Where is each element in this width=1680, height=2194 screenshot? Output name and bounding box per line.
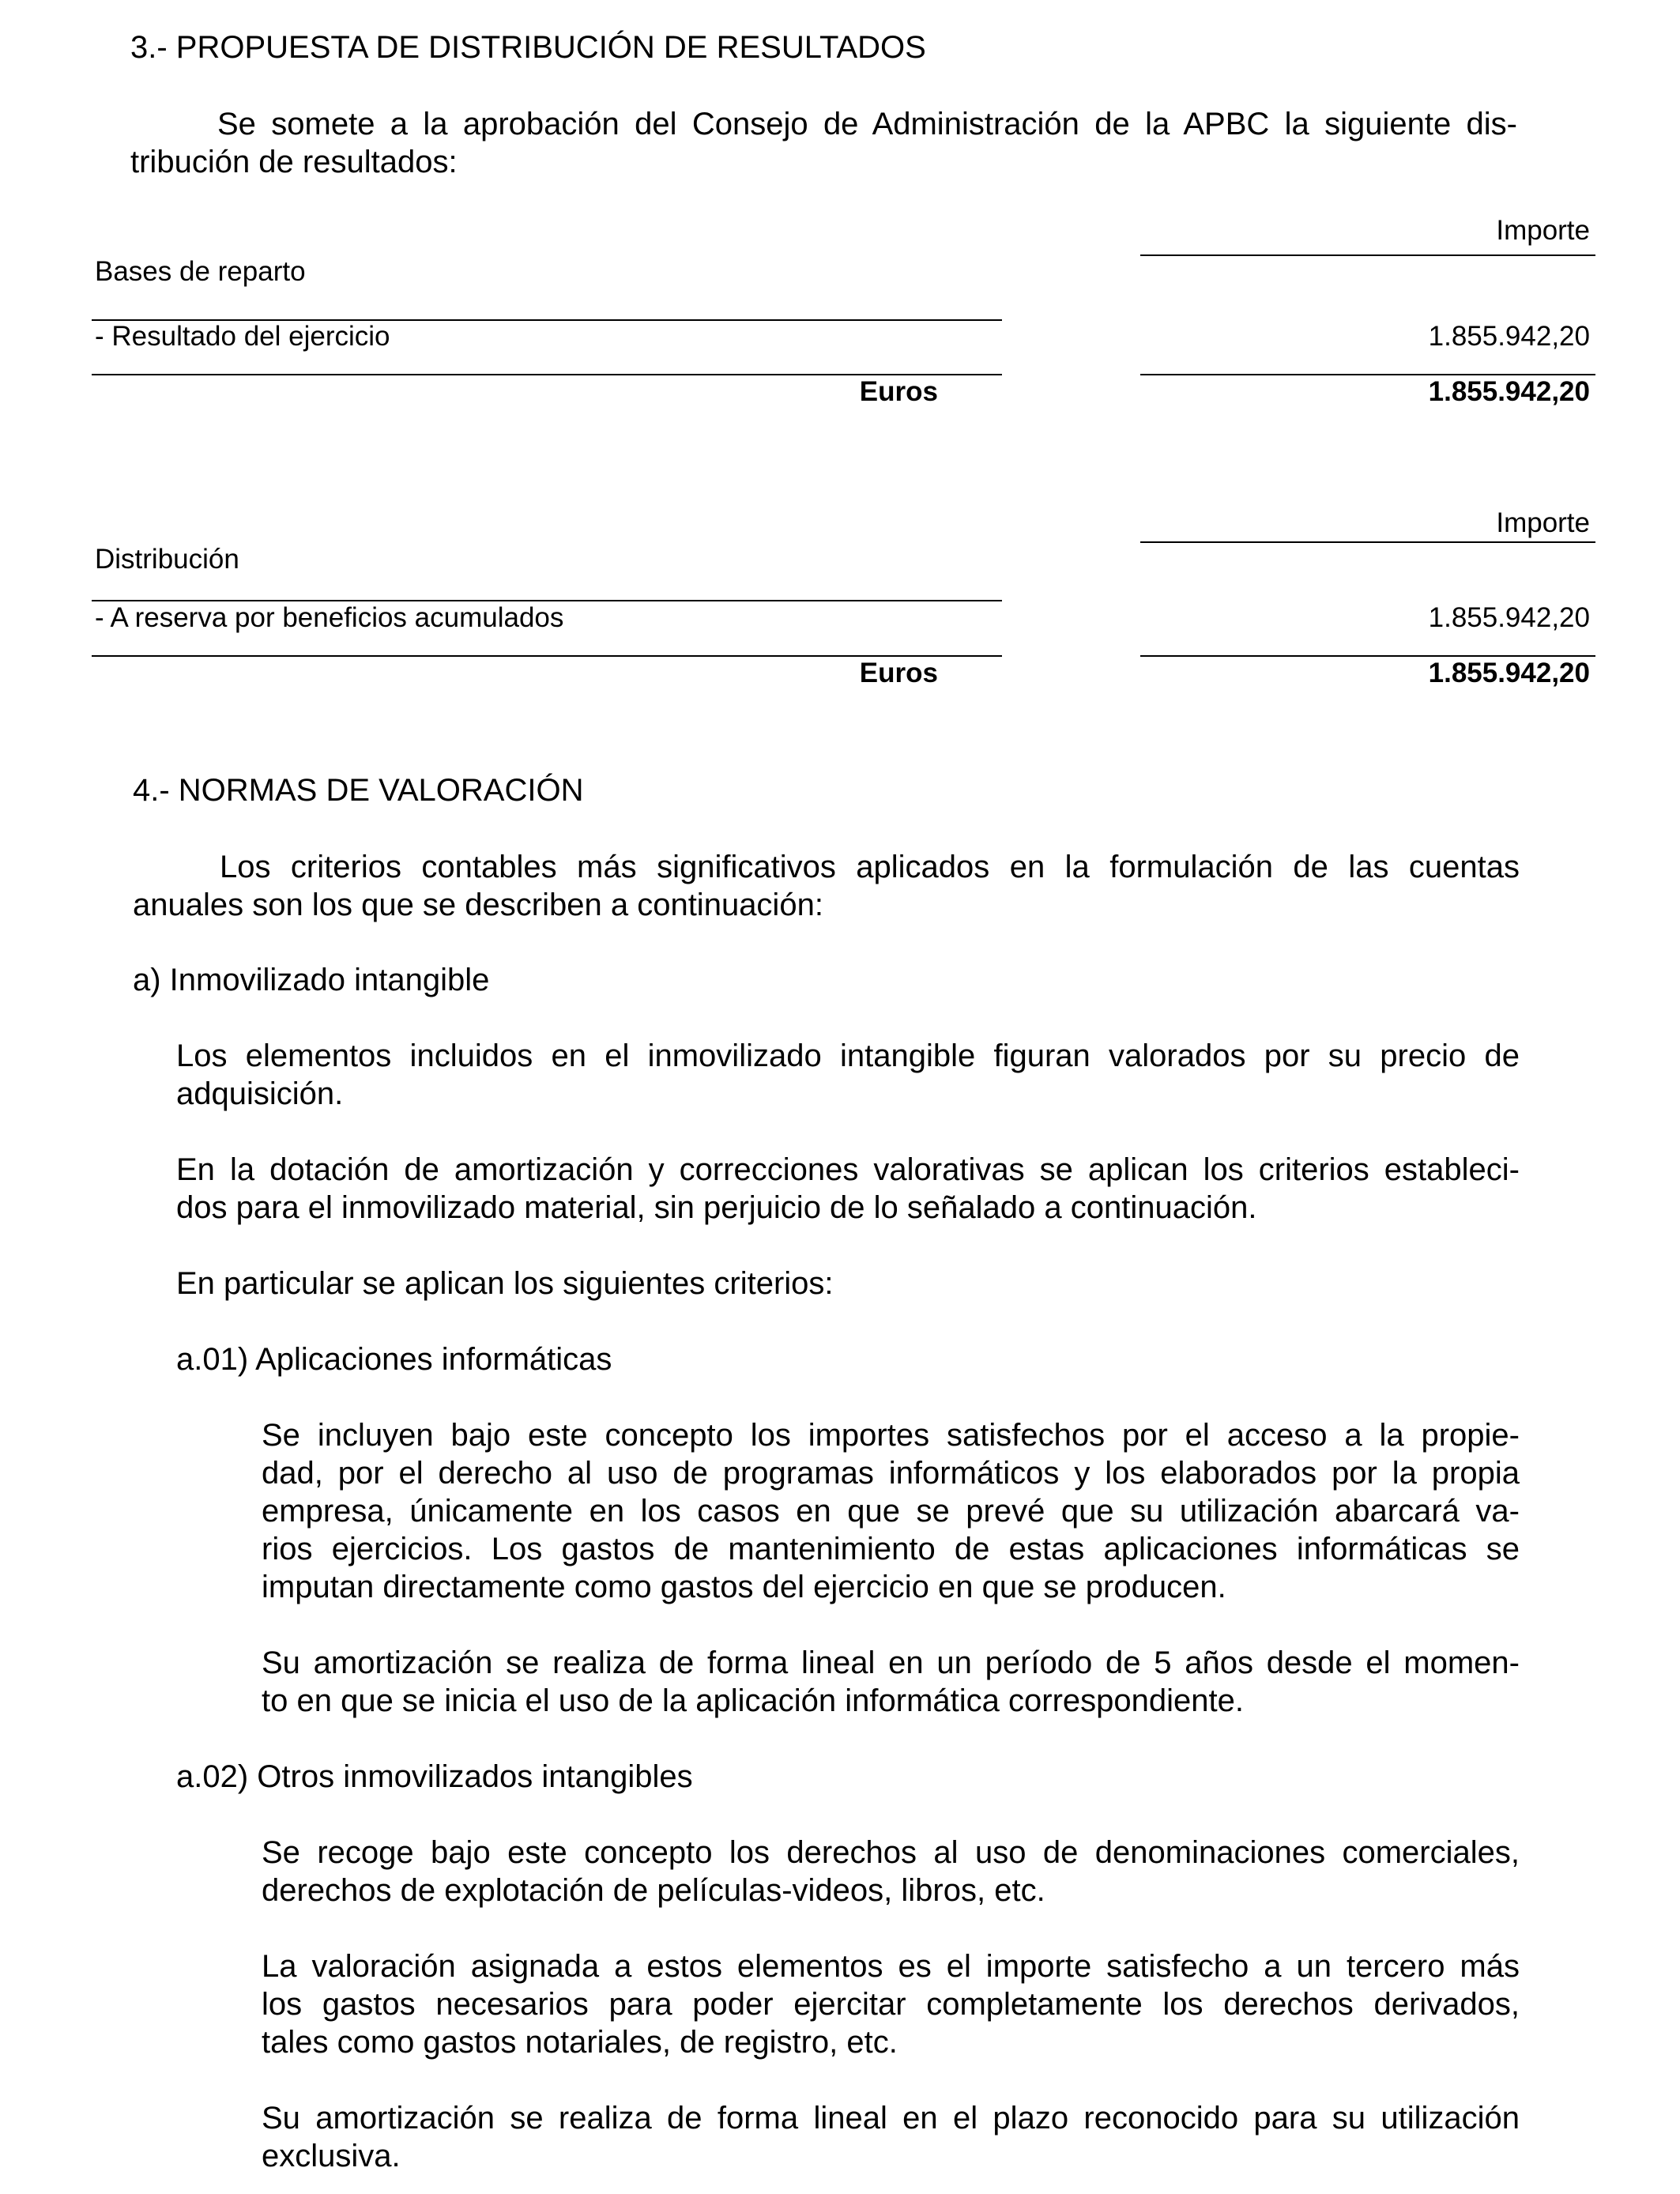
distribucion-total-value: 1.855.942,20: [1428, 658, 1590, 688]
distribucion-total-label: Euros: [859, 658, 938, 688]
bases-total-rule-right: [1140, 374, 1595, 375]
a01-p1-line2: dad, por el derecho al uso de programas informáticos y los elaborados por la propia: [262, 1456, 1520, 1491]
subsection-a-p2-line1: En la dotación de amortización y correcciones valorativas se aplican los criterios estableci-: [176, 1152, 1520, 1187]
section-4-title: 4.- NORMAS DE VALORACIÓN: [133, 773, 584, 808]
subsection-a-p3: En particular se aplican los siguientes criterios:: [176, 1266, 834, 1301]
distribucion-total-rule-right: [1140, 655, 1595, 657]
section-4-intro-line1: Los criterios contables más significativos aplicados en la formulación de las cuentas: [220, 850, 1520, 884]
distribucion-total-rule-left: [92, 655, 1002, 657]
distribucion-row-value: 1.855.942,20: [1428, 602, 1590, 633]
bases-column-header: Importe: [1496, 215, 1590, 246]
subsection-a-title: a) Inmovilizado intangible: [133, 963, 490, 997]
bases-row-value: 1.855.942,20: [1428, 321, 1590, 352]
a02-p2-line2: los gastos necesarios para poder ejercitar completamente los derechos derivados,: [262, 1987, 1520, 2022]
section-3-intro-line2: tribución de resultados:: [130, 145, 458, 179]
subsection-a-p1-line2: adquisición.: [176, 1076, 344, 1111]
subsection-a-p2-line2: dos para el inmovilizado material, sin perjuicio de lo señalado a continuación.: [176, 1190, 1257, 1225]
subsection-a02-title: a.02) Otros inmovilizados intangibles: [176, 1759, 693, 1794]
section-4-intro-line2: anuales son los que se describen a continuación:: [133, 888, 823, 922]
a02-p1-line1: Se recoge bajo este concepto los derechos al uso de denominaciones comerciales,: [262, 1835, 1520, 1870]
bases-row-label: - Resultado del ejercicio: [95, 321, 390, 352]
a01-p1-line5: imputan directamente como gastos del ejercicio en que se producen.: [262, 1570, 1226, 1604]
a02-p2-line3: tales como gastos notariales, de registro, etc.: [262, 2025, 898, 2060]
bases-section-label: Bases de reparto: [95, 256, 306, 287]
a02-p3-line2: exclusiva.: [262, 2139, 401, 2173]
distribucion-column-header: Importe: [1496, 507, 1590, 538]
bases-total-value: 1.855.942,20: [1428, 376, 1590, 407]
a01-p1-line4: rios ejercicios. Los gastos de mantenimiento de estas aplicaciones informáticas se: [262, 1532, 1520, 1566]
section-3-intro-line1: Se somete a la aprobación del Consejo de Administración de la APBC la siguiente dis-: [217, 107, 1517, 141]
a02-p3-line1: Su amortización se realiza de forma lineal en el plazo reconocido para su utilización: [262, 2101, 1520, 2136]
a01-p2-line1: Su amortización se realiza de forma lineal en un período de 5 años desde el momen-: [262, 1646, 1520, 1680]
a01-p2-line2: to en que se inicia el uso de la aplicación informática correspondiente.: [262, 1683, 1244, 1718]
subsection-a-p1-line1: Los elementos incluidos en el inmovilizado intangible figuran valorados por su precio de: [176, 1039, 1520, 1073]
bases-header-rule: [1140, 254, 1595, 256]
section-3-title: 3.- PROPUESTA DE DISTRIBUCIÓN DE RESULTADOS: [130, 30, 926, 65]
a01-p1-line1: Se incluyen bajo este concepto los importes satisfechos por el acceso a la propie-: [262, 1418, 1520, 1453]
distribucion-section-label: Distribución: [95, 544, 239, 575]
a02-p1-line2: derechos de explotación de películas-videos, libros, etc.: [262, 1873, 1045, 1908]
bases-total-label: Euros: [859, 376, 938, 407]
a01-p1-line3: empresa, únicamente en los casos en que se prevé que su utilización abarcará va-: [262, 1494, 1520, 1529]
distribucion-row-label: - A reserva por beneficios acumulados: [95, 602, 564, 633]
bases-total-rule-left: [92, 374, 1002, 375]
subsection-a01-title: a.01) Aplicaciones informáticas: [176, 1342, 612, 1377]
a02-p2-line1: La valoración asignada a estos elementos es el importe satisfecho a un tercero más: [262, 1949, 1520, 1984]
distribucion-label-rule: [92, 600, 1002, 601]
distribucion-header-rule: [1140, 541, 1595, 543]
